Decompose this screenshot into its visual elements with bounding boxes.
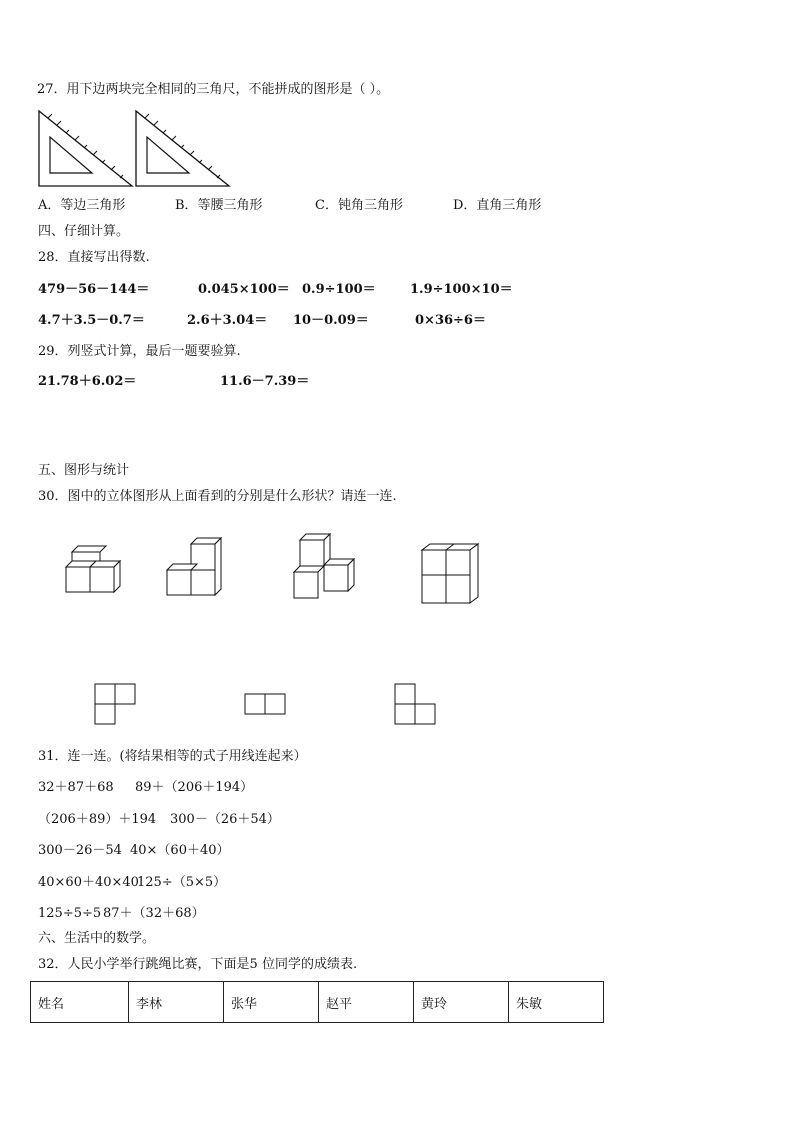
triangle-ruler-figure-2	[135, 110, 231, 188]
q29-expr-2: 11.6－7.39＝	[220, 374, 310, 389]
q31-right-2[interactable]: 300－（26＋54）	[170, 812, 280, 827]
table-header-cell: 黄玲	[414, 982, 509, 1023]
q29-expr-1: 21.78＋6.02＝	[38, 374, 137, 389]
triangle-ruler-figure-1	[38, 110, 134, 188]
q28-text: 28．直接写出得数.	[38, 250, 150, 265]
top-view-shape-3[interactable]	[394, 683, 436, 725]
q27-option-a[interactable]: A．等边三角形	[38, 198, 126, 213]
q28-expr-1: 479－56－144＝	[38, 282, 150, 297]
q31-left-5[interactable]: 125÷5÷5	[38, 906, 102, 921]
section4-title: 四、仔细计算。	[38, 224, 130, 239]
cube-solid-4	[420, 542, 484, 606]
q31-right-3[interactable]: 40×（60＋40）	[130, 843, 230, 858]
q31-right-4[interactable]: 125÷（5×5）	[137, 875, 227, 890]
q28-expr-8: 0×36÷6＝	[415, 313, 486, 328]
table-header-cell: 李林	[129, 982, 224, 1023]
q31-right-1[interactable]: 89＋（206＋194）	[135, 780, 254, 795]
q29-text: 29．列竖式计算，最后一题要验算.	[38, 344, 241, 359]
table-header-cell: 赵平	[319, 982, 414, 1023]
cube-solid-2	[165, 537, 227, 597]
q28-expr-5: 4.7＋3.5－0.7＝	[38, 313, 145, 328]
top-view-shape-1[interactable]	[94, 683, 136, 725]
q31-left-3[interactable]: 300－26－54	[38, 843, 122, 858]
q32-text: 32．人民小学举行跳绳比赛，下面是5 位同学的成绩表.	[38, 957, 358, 972]
cube-solid-3	[292, 532, 362, 602]
table-header-cell: 姓名	[31, 982, 129, 1023]
q28-expr-4: 1.9÷100×10＝	[410, 282, 513, 297]
q31-text: 31．连一连。(将结果相等的式子用线连起来）	[38, 749, 307, 764]
q27-option-d[interactable]: D．直角三角形	[453, 198, 542, 213]
q28-expr-6: 2.6＋3.04＝	[187, 313, 268, 328]
section5-title: 五、图形与统计	[38, 463, 130, 478]
section6-title: 六、生活中的数学。	[38, 931, 156, 946]
table-header-cell: 张华	[224, 982, 319, 1023]
table-row	[31, 982, 604, 1023]
top-view-shape-2[interactable]	[244, 693, 286, 715]
table-header-cell: 朱敏	[509, 982, 604, 1023]
q31-left-2[interactable]: （206＋89）＋194	[38, 812, 157, 827]
q30-text: 30．图中的立体图形从上面看到的分别是什么形状？请连一连.	[38, 489, 397, 504]
q28-expr-3: 0.9÷100＝	[302, 282, 376, 297]
q31-left-4[interactable]: 40×60＋40×40	[38, 875, 139, 890]
cube-solid-1	[64, 550, 126, 594]
score-table	[30, 981, 604, 1023]
q28-expr-7: 10－0.09＝	[293, 313, 369, 328]
q28-expr-2: 0.045×100＝	[198, 282, 290, 297]
q31-right-5[interactable]: 87＋（32＋68）	[103, 906, 205, 921]
q27-option-b[interactable]: B．等腰三角形	[175, 198, 263, 213]
q27-text: 27．用下边两块完全相同的三角尺，不能拼成的图形是（ ）。	[37, 82, 390, 97]
q31-left-1[interactable]: 32＋87＋68	[38, 780, 114, 795]
q27-option-c[interactable]: C．钝角三角形	[315, 198, 403, 213]
